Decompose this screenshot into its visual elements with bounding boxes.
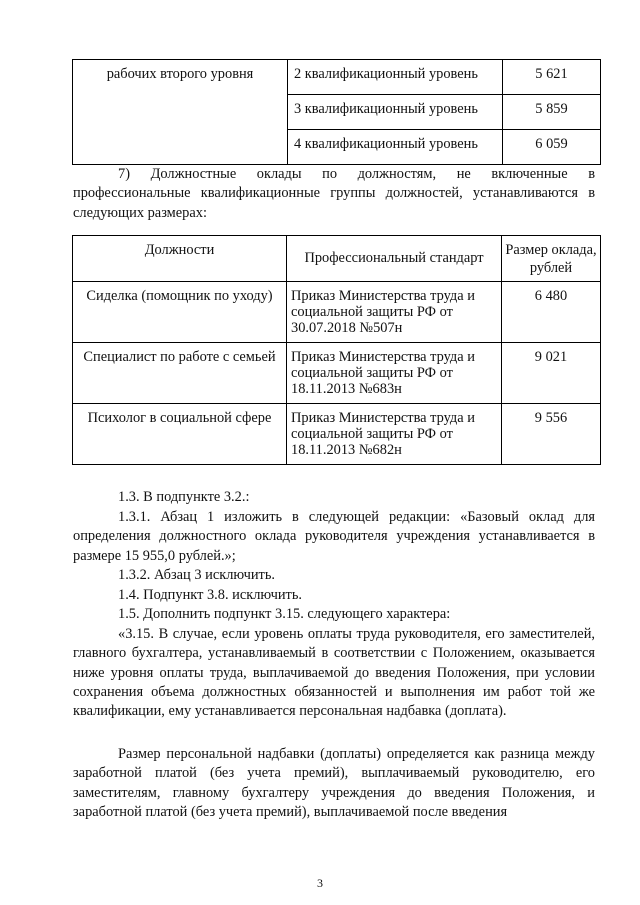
paragraph-1-5: 1.5. Дополнить подпункт 3.15. следующего характера: — [118, 606, 451, 622]
table-row — [73, 404, 601, 465]
value-cell: 5 859 — [503, 95, 601, 130]
level-cell: 4 квалификационный уровень — [288, 130, 503, 165]
paragraph-1-3: 1.3. В подпункте 3.2.: — [118, 489, 250, 505]
level-cell: 2 квалификационный уровень — [288, 60, 503, 95]
value-cell: 5 621 — [503, 60, 601, 95]
group-cell: рабочих второго уровня — [73, 60, 288, 165]
salary-cell: 9 556 — [502, 404, 601, 465]
header-standard: Профессиональный стандарт — [287, 236, 502, 282]
table-row — [73, 60, 601, 95]
header-salary: Размер оклада, рублей — [502, 236, 601, 282]
paragraph-1-4: 1.4. Подпункт 3.8. исключить. — [118, 587, 302, 603]
page-number: 3 — [317, 876, 323, 890]
level-cell: 3 квалификационный уровень — [288, 95, 503, 130]
table-header-row — [73, 236, 601, 282]
table-row — [73, 343, 601, 404]
paragraph-3-15: «3.15. В случае, если уровень оплаты труда руководителя, его заместителей, главного бухгалтера, устанавливаемый в соответствии с Положением, оказывается ниже уровня оплаты труда, выплачиваемой до введения Положения, при условии сохранения объема должностных обязанностей и выполнения им работ той же квалификации, ему устанавливается персональная надбавка (доплата). — [73, 626, 595, 720]
qualification-table — [72, 59, 601, 165]
position-cell: Психолог в социальной сфере — [73, 404, 287, 465]
paragraph-1-3-1: 1.3.1. Абзац 1 изложить в следующей редакции: «Базовый оклад для определения должностного оклада руководителя учреждения устанавливается в размере 15 955,0 рублей.»; — [73, 509, 595, 564]
position-cell: Специалист по работе с семьей — [73, 343, 287, 404]
paragraph-1-3-2: 1.3.2. Абзац 3 исключить. — [118, 567, 275, 583]
paragraph-allowance: Размер персональной надбавки (доплаты) определяется как разница между заработной платой (без учета премий), выплачиваемый руководителю, его заместителям, главному бухгалтеру учреждения до введения Положения, и заработной платой (без учета премий), выплачиваемой после введения — [73, 746, 595, 820]
standard-cell: Приказ Министерства труда и социальной защиты РФ от 18.11.2013 №683н — [287, 343, 502, 404]
salary-table — [72, 235, 601, 465]
standard-cell: Приказ Министерства труда и социальной защиты РФ от 18.11.2013 №682н — [287, 404, 502, 465]
position-cell: Сиделка (помощник по уходу) — [73, 282, 287, 343]
paragraph-7: 7) Должностные оклады по должностям, не включенные в профессиональные квалификационные группы должностей, устанавливаются в следующих размерах: — [73, 166, 595, 221]
salary-cell: 6 480 — [502, 282, 601, 343]
standard-cell: Приказ Министерства труда и социальной защиты РФ от 30.07.2018 №507н — [287, 282, 502, 343]
value-cell: 6 059 — [503, 130, 601, 165]
salary-cell: 9 021 — [502, 343, 601, 404]
table-row — [73, 282, 601, 343]
header-positions: Должности — [73, 236, 287, 282]
